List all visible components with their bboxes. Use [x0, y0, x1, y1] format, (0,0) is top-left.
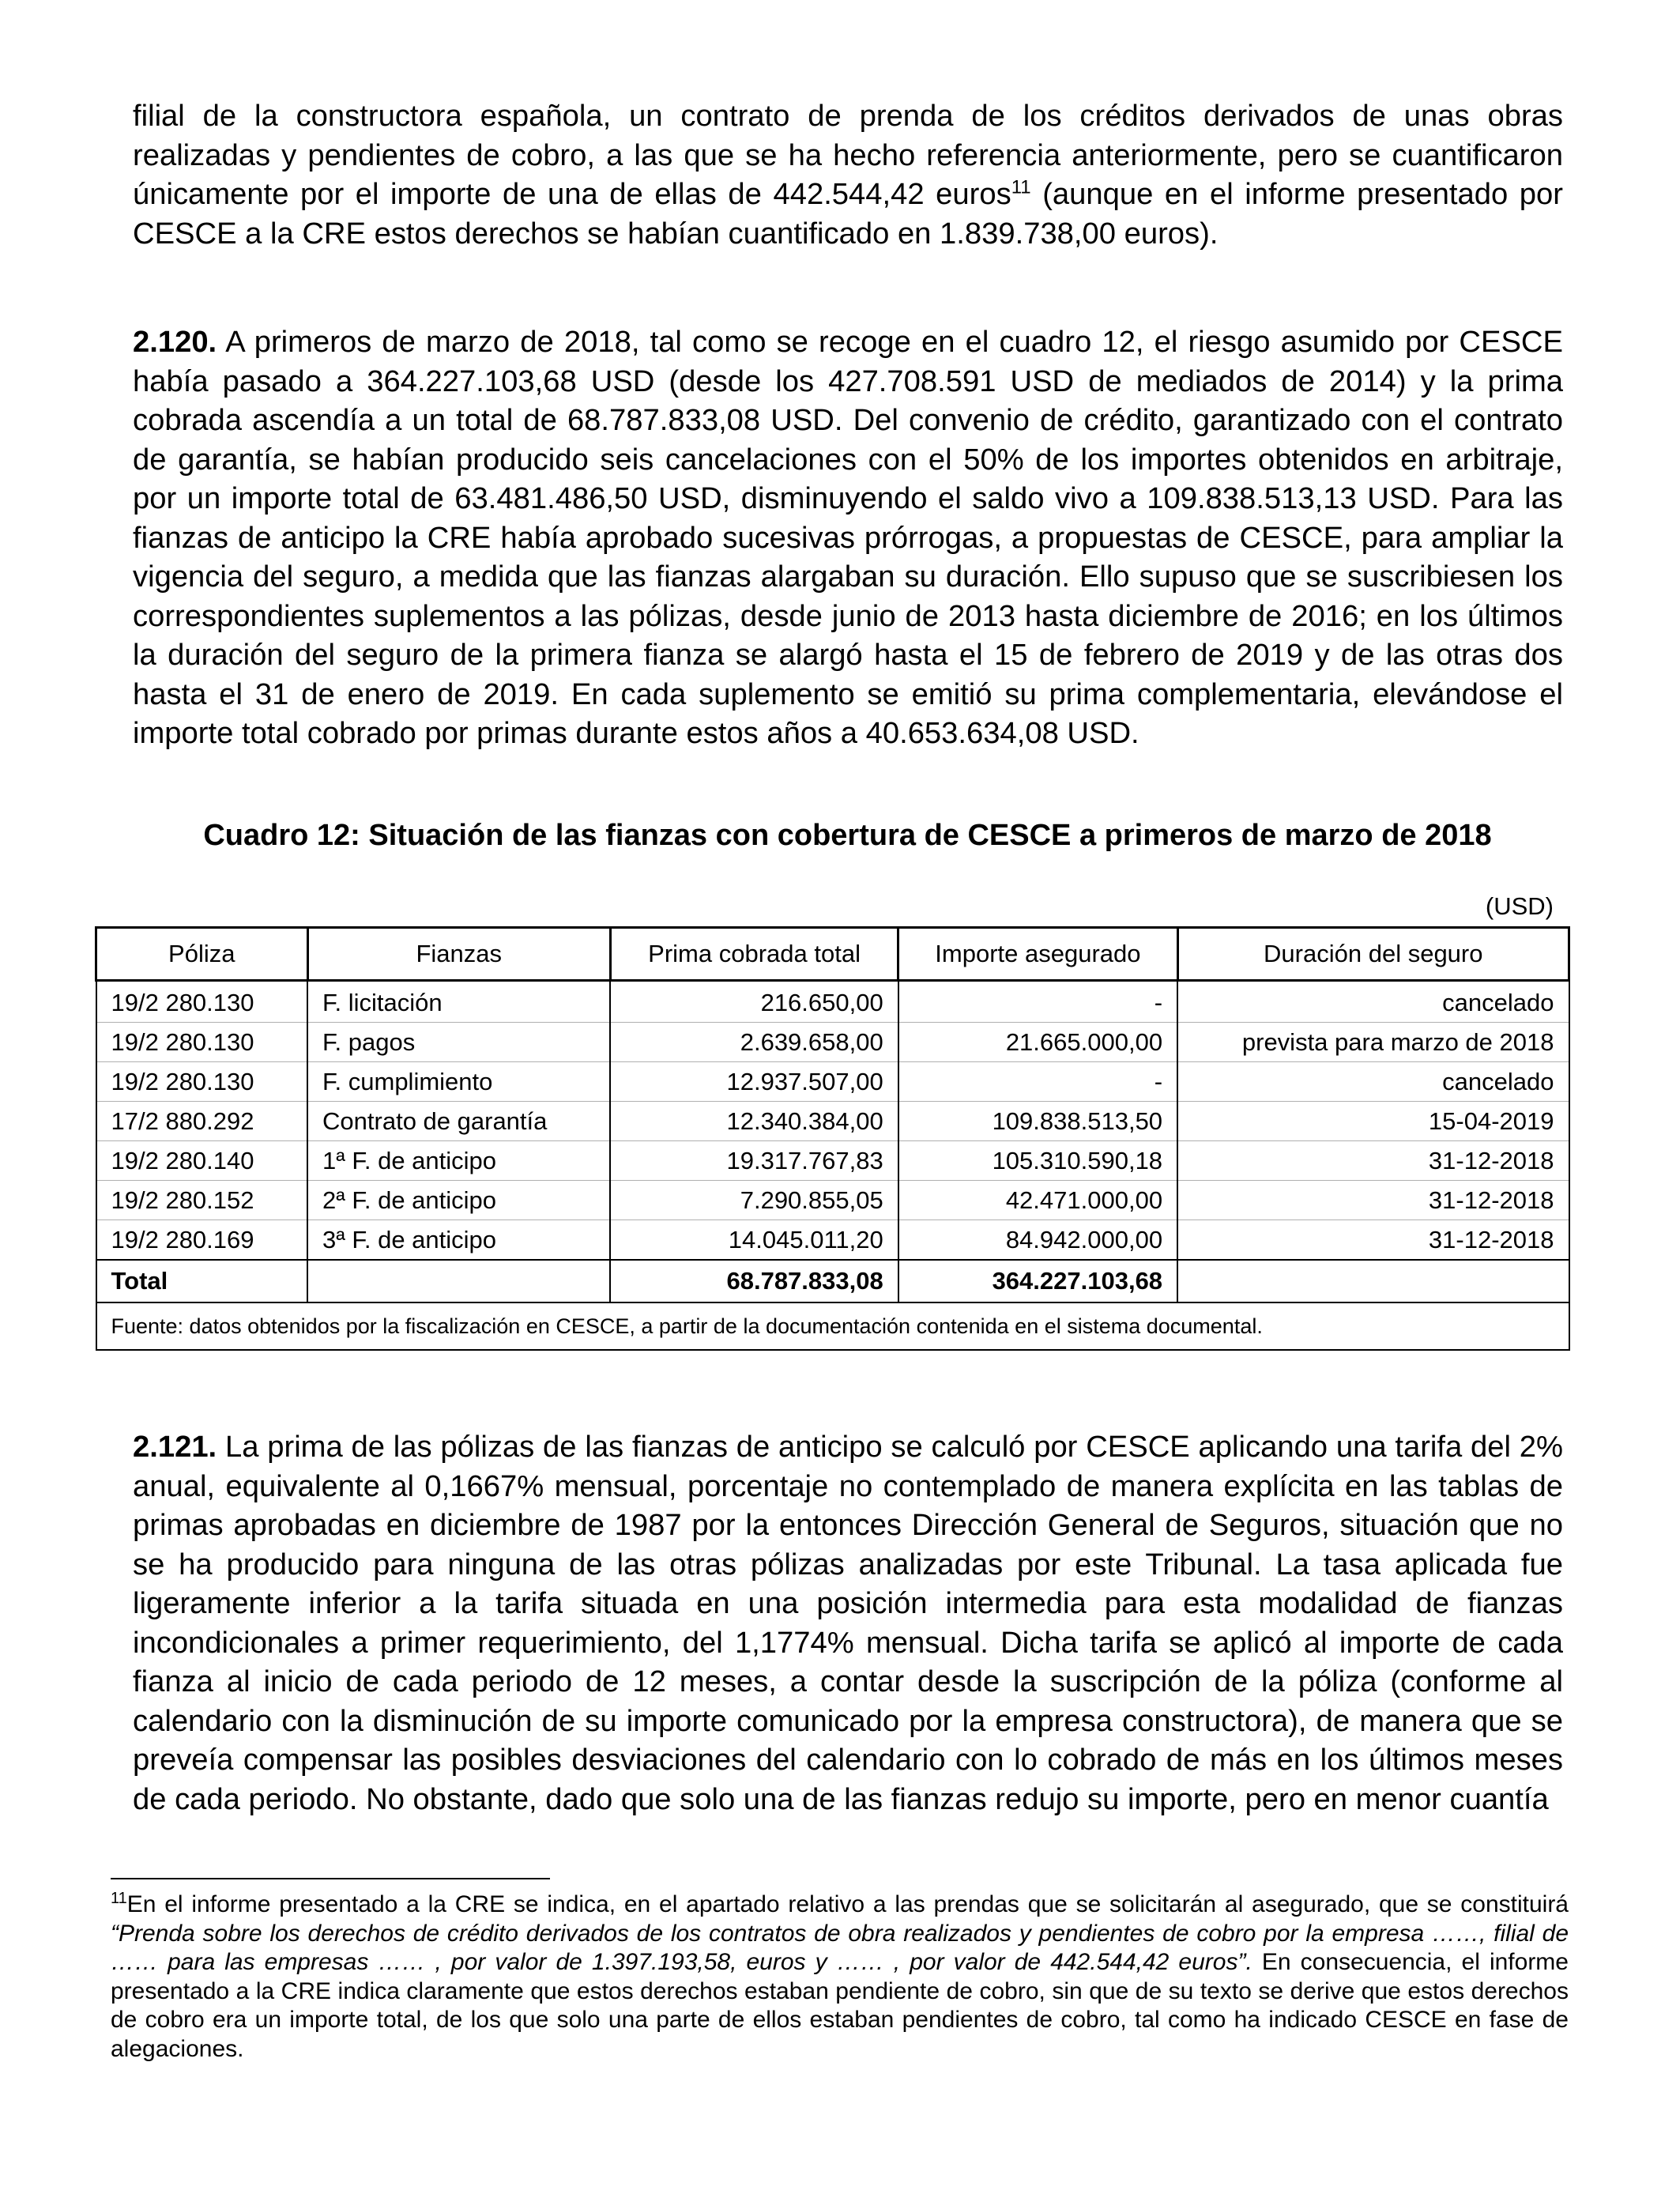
intro-text-continued: (aunque en el informe presentado por CESCE a la CRE estos derechos se habían cuantificado en 1.839.738,00 euros). — [133, 177, 1563, 251]
fianza-cell: 1ª F. de anticipo — [307, 1141, 610, 1181]
table-row — [96, 1102, 1569, 1141]
importe-cell: 42.471.000,00 — [898, 1181, 1177, 1220]
duracion-cell: cancelado — [1177, 981, 1569, 1023]
fianza-cell: 3ª F. de anticipo — [307, 1220, 610, 1261]
poliza-cell: 19/2 280.130 — [96, 981, 308, 1023]
importe-cell: 105.310.590,18 — [898, 1141, 1177, 1181]
duracion-cell: 31-12-2018 — [1177, 1181, 1569, 1220]
fianza-cell: Contrato de garantía — [307, 1102, 610, 1141]
fianza-cell: 2ª F. de anticipo — [307, 1181, 610, 1220]
duracion-cell: 15-04-2019 — [1177, 1102, 1569, 1141]
table-row — [96, 1023, 1569, 1062]
importe-cell: 84.942.000,00 — [898, 1220, 1177, 1261]
total-empty-cell — [307, 1260, 610, 1302]
footnote-separator — [111, 1878, 550, 1879]
paragraph-text: A primeros de marzo de 2018, tal como se recoge en el cuadro 12, el riesgo asumido por CESCE había pasado a 364.227.103,68 USD (desde los 427.708.591 USD de mediados de 2014) y la prima cobrada ascendía a un total de 68.787.833,08 USD. Del convenio de crédito, garantizado con el contrato de garantía, se habían producido seis cancelaciones con el 50% de los importes obtenidos en arbitraje, por un importe total de 63.481.486,50 USD, disminuyendo el saldo vivo a 109.838.513,13 USD. Para las fianzas de anticipo la CRE había aprobado sucesivas prórrogas, a propuestas de CESCE, para ampliar la vigencia del seguro, a medida que las fianzas alargaban su duración. Ello supuso que se suscribiesen los correspondientes suplementos a las pólizas, desde junio de 2013 hasta diciembre de 2016; en los últimos la duración del seguro de la primera fianza se alargó hasta el 15 de febrero de 2019 y de las otras dos hasta el 31 de enero de 2019. En cada suplemento se emitió su prima complementaria, elevándose el importe total cobrado por primas durante estos años a 40.653.634,08 USD. — [133, 325, 1563, 750]
intro-paragraph — [133, 96, 1563, 253]
prima-cell: 19.317.767,83 — [610, 1141, 898, 1181]
column-header: Duración del seguro — [1177, 928, 1569, 981]
duracion-cell: cancelado — [1177, 1062, 1569, 1102]
prima-cell: 14.045.011,20 — [610, 1220, 898, 1261]
total-label: Total — [96, 1260, 308, 1302]
table-row — [96, 1181, 1569, 1220]
intro-text: filial de la constructora española, un contrato de prenda de los créditos derivados de unas obras realizadas y pendientes de cobro, a las que se ha hecho referencia anteriormente, pero se cuantificaron únicamente por el importe de una de ellas de 442.544,42 euros — [133, 99, 1563, 211]
footnote-reference[interactable]: 11 — [1011, 176, 1031, 198]
importe-cell: 21.665.000,00 — [898, 1023, 1177, 1062]
poliza-cell: 17/2 880.292 — [96, 1102, 308, 1141]
prima-cell: 2.639.658,00 — [610, 1023, 898, 1062]
column-header: Póliza — [96, 928, 308, 981]
table-title: Cuadro 12: Situación de las fianzas con cobertura de CESCE a primeros de marzo de 2018 — [203, 819, 1492, 852]
fianza-cell: F. cumplimiento — [307, 1062, 610, 1102]
source-row — [96, 1302, 1569, 1350]
column-header: Fianzas — [307, 928, 610, 981]
duracion-cell: 31-12-2018 — [1177, 1141, 1569, 1181]
poliza-cell: 19/2 280.130 — [96, 1062, 308, 1102]
footnote-text: En el informe presentado a la CRE se indica, en el apartado relativo a las prendas que se solicitarán al asegurado, que se constituirá — [126, 1891, 1569, 1917]
table-row — [96, 1062, 1569, 1102]
footnote-quote: “Prenda sobre los derechos de crédito derivados de los contratos de obra realizados y pendientes de cobro por la empresa ……, filial de …… para las empresas …… , por valor de 1.397.193,58, euros y …… , por valor de 442.544,42 euros”. — [111, 1920, 1569, 1976]
prima-cell: 7.290.855,05 — [610, 1181, 898, 1220]
prima-cell: 12.340.384,00 — [610, 1102, 898, 1141]
column-header: Prima cobrada total — [610, 928, 898, 981]
fianza-cell: F. pagos — [307, 1023, 610, 1062]
paragraph-text: La prima de las pólizas de las fianzas de anticipo se calculó por CESCE aplicando una tarifa del 2% anual, equivalente al 0,1667% mensual, porcentaje no contemplado de manera explícita en las tablas de primas aprobadas en diciembre de 1987 por la entonces Dirección General de Seguros, situación que no se ha producido para ninguna de las otras pólizas analizadas por este Tribunal. La tasa aplicada fue ligeramente inferior a la tarifa situada en una posición intermedia para esta modalidad de fianzas incondicionales a primer requerimiento, del 1,1774% mensual. Dicha tarifa se aplicó al importe de cada fianza al inicio de cada periodo de 12 meses, a contar desde la suscripción de la póliza (conforme al calendario con la disminución de su importe comunicado por la empresa constructora), de manera que se preveía compensar las posibles desviaciones del calendario con lo cobrado de más en los últimos meses de cada periodo. No obstante, dado que solo una de las fianzas redujo su importe, pero en menor cuantía — [133, 1430, 1563, 1816]
total-prima: 68.787.833,08 — [610, 1260, 898, 1302]
fianzas-table — [95, 926, 1570, 1351]
paragraph-number: 2.120. — [133, 325, 217, 359]
duracion-cell: 31-12-2018 — [1177, 1220, 1569, 1261]
table-header-row — [96, 928, 1569, 981]
paragraph-2-120 — [133, 322, 1563, 753]
prima-cell: 12.937.507,00 — [610, 1062, 898, 1102]
total-importe: 364.227.103,68 — [898, 1260, 1177, 1302]
footnote-marker: 11 — [111, 1890, 127, 1907]
total-row — [96, 1260, 1569, 1302]
footnote-11 — [111, 1891, 1569, 2064]
poliza-cell: 19/2 280.152 — [96, 1181, 308, 1220]
fianza-cell: F. licitación — [307, 981, 610, 1023]
importe-cell: 109.838.513,50 — [898, 1102, 1177, 1141]
poliza-cell: 19/2 280.169 — [96, 1220, 308, 1261]
column-header: Importe asegurado — [898, 928, 1177, 981]
total-duracion-empty — [1177, 1260, 1569, 1302]
importe-cell: - — [898, 1062, 1177, 1102]
table-row — [96, 981, 1569, 1023]
poliza-cell: 19/2 280.140 — [96, 1141, 308, 1181]
duracion-cell: prevista para marzo de 2018 — [1177, 1023, 1569, 1062]
table-row — [96, 1141, 1569, 1181]
footnote-text-continued: En consecuencia, el informe presentado a la CRE indica claramente que estos derechos estaban pendiente de cobro, sin que de su texto se derive que estos derechos de cobro era un importe total, de los que solo una parte de ellos estaban pendientes de cobro, tal como ha indicado CESCE en fase de alegaciones. — [111, 1949, 1569, 2062]
paragraph-number: 2.121. — [133, 1430, 217, 1464]
table-unit: (USD) — [1485, 892, 1554, 920]
prima-cell: 216.650,00 — [610, 981, 898, 1023]
table-row — [96, 1220, 1569, 1261]
poliza-cell: 19/2 280.130 — [96, 1023, 308, 1062]
importe-cell: - — [898, 981, 1177, 1023]
paragraph-2-121 — [133, 1427, 1563, 1819]
table-source-note: Fuente: datos obtenidos por la fiscalización en CESCE, a partir de la documentación contenida en el sistema documental. — [96, 1302, 1569, 1350]
